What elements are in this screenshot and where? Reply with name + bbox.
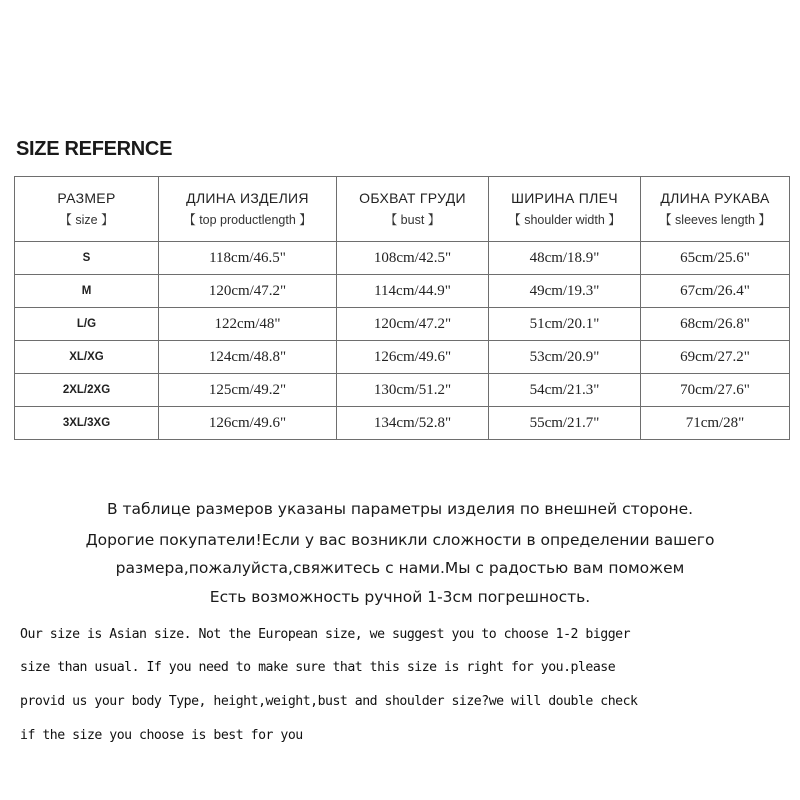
table-header-row <box>15 177 790 242</box>
header-label-ru: ШИРИНА ПЛЕЧ <box>511 190 618 206</box>
bust-cell: 130cm/51.2" <box>337 374 489 407</box>
header-cell-bust <box>337 177 489 242</box>
size-cell: L/G <box>15 308 159 341</box>
bust-cell: 126cm/49.6" <box>337 341 489 374</box>
bust-cell: 134cm/52.8" <box>337 407 489 440</box>
header-cell-sleeves <box>641 177 790 242</box>
header-cell-shoulder <box>489 177 641 242</box>
length-cell: 120cm/47.2" <box>159 275 337 308</box>
russian-note-line: Дорогие покупатели!Если у вас возникли сложности в определении вашего <box>85 531 715 549</box>
bust-cell: 108cm/42.5" <box>337 242 489 275</box>
shoulder-cell: 53cm/20.9" <box>489 341 641 374</box>
size-cell: XL/XG <box>15 341 159 374</box>
russian-note-line: размера,пожалуйста,свяжитесь с нами.Мы с радостью вам поможем <box>115 559 685 577</box>
sleeves-cell: 69cm/27.2" <box>641 341 790 374</box>
header-label-ru: ОБХВАТ ГРУДИ <box>359 190 466 206</box>
header-cell-size <box>15 177 159 242</box>
length-cell: 126cm/49.6" <box>159 407 337 440</box>
table-row <box>15 374 790 407</box>
english-note-line: if the size you choose is best for you <box>20 728 303 743</box>
sleeves-cell: 71cm/28" <box>641 407 790 440</box>
header-label-ru: ДЛИНА ИЗДЕЛИЯ <box>186 190 309 206</box>
sleeves-cell: 65cm/25.6" <box>641 242 790 275</box>
header-label-ru: РАЗМЕР <box>57 190 116 206</box>
length-cell: 124cm/48.8" <box>159 341 337 374</box>
header-label-en: 【 sleeves length 】 <box>659 213 771 227</box>
russian-note-line: Есть возможность ручной 1-3см погрешность. <box>209 588 591 606</box>
bust-cell: 114cm/44.9" <box>337 275 489 308</box>
header-cell-length <box>159 177 337 242</box>
header-label-en: 【 shoulder width 】 <box>508 213 621 227</box>
header-label-ru: ДЛИНА РУКАВА <box>660 190 770 206</box>
shoulder-cell: 54cm/21.3" <box>489 374 641 407</box>
shoulder-cell: 48cm/18.9" <box>489 242 641 275</box>
bust-cell: 120cm/47.2" <box>337 308 489 341</box>
header-label-en: 【 top productlength 】 <box>183 213 312 227</box>
page-title: SIZE REFERNCE <box>16 138 173 160</box>
length-cell: 125cm/49.2" <box>159 374 337 407</box>
english-note-line: provid us your body Type, height,weight,bust and shoulder size?we will double check <box>20 694 638 709</box>
shoulder-cell: 51cm/20.1" <box>489 308 641 341</box>
size-table <box>14 176 790 440</box>
length-cell: 118cm/46.5" <box>159 242 337 275</box>
sleeves-cell: 70cm/27.6" <box>641 374 790 407</box>
size-cell: 2XL/2XG <box>15 374 159 407</box>
sleeves-cell: 68cm/26.8" <box>641 308 790 341</box>
header-label-en: 【 size 】 <box>59 213 114 227</box>
russian-note-line: В таблице размеров указаны параметры изделия по внешней стороне. <box>106 500 694 518</box>
table-row <box>15 407 790 440</box>
english-note-line: Our size is Asian size. Not the European size, we suggest you to choose 1-2 bigger <box>20 627 631 642</box>
length-cell: 122cm/48" <box>159 308 337 341</box>
table-row <box>15 341 790 374</box>
header-label-en: 【 bust 】 <box>384 213 441 227</box>
table-row <box>15 242 790 275</box>
size-cell: 3XL/3XG <box>15 407 159 440</box>
shoulder-cell: 55cm/21.7" <box>489 407 641 440</box>
table-row <box>15 308 790 341</box>
shoulder-cell: 49cm/19.3" <box>489 275 641 308</box>
size-cell: S <box>15 242 159 275</box>
table-row <box>15 275 790 308</box>
size-cell: M <box>15 275 159 308</box>
english-note-line: size than usual. If you need to make sure that this size is right for you.please <box>20 660 616 675</box>
sleeves-cell: 67cm/26.4" <box>641 275 790 308</box>
